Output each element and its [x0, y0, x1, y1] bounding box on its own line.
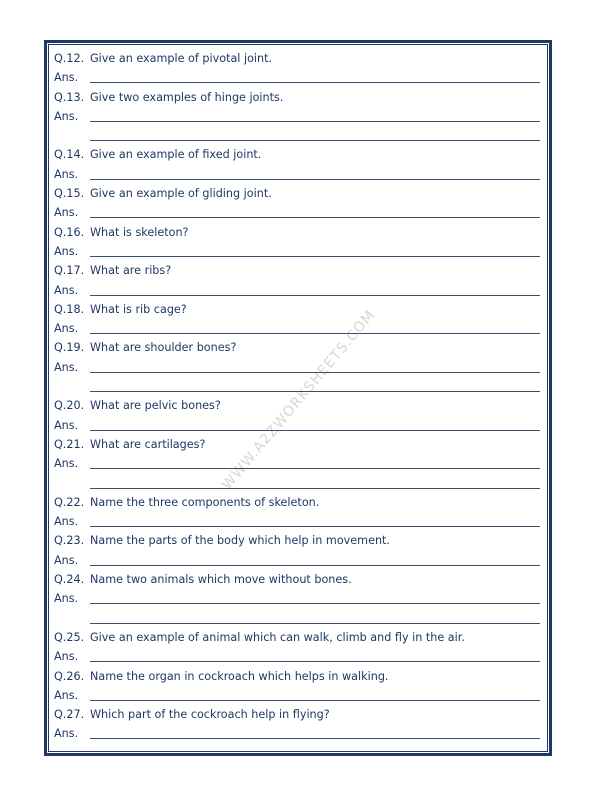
answer-rule[interactable] — [90, 372, 540, 373]
question-number: Q.18. — [54, 302, 85, 316]
answer-line — [54, 165, 540, 184]
question-number: Q.26. — [54, 669, 85, 683]
answer-rule[interactable] — [90, 82, 540, 83]
question-text: What is rib cage? — [90, 302, 187, 316]
question-text: Give two examples of hinge joints. — [90, 90, 284, 104]
answer-line — [54, 377, 540, 396]
answer-rule[interactable] — [90, 526, 540, 527]
answer-rule[interactable] — [90, 623, 540, 624]
question-number: Q.27. — [54, 708, 85, 722]
answer-line — [54, 647, 540, 666]
question-number: Q.17. — [54, 264, 85, 278]
answer-rule[interactable] — [90, 468, 540, 469]
question-text: Give an example of fixed joint. — [90, 148, 262, 162]
question-block — [54, 261, 540, 300]
question-list — [54, 49, 540, 744]
question-block — [54, 628, 540, 667]
answer-label: Ans. — [54, 322, 79, 336]
answer-rule[interactable] — [90, 256, 540, 257]
answer-rule[interactable] — [90, 700, 540, 701]
question-block — [54, 338, 540, 396]
question-block — [54, 145, 540, 184]
question-number: Q.19. — [54, 341, 85, 355]
question-block — [54, 667, 540, 706]
answer-line — [54, 358, 540, 377]
answer-line — [54, 281, 540, 300]
answer-label: Ans. — [54, 650, 79, 664]
question-block — [54, 184, 540, 223]
question-line — [54, 531, 540, 550]
answer-rule[interactable] — [90, 333, 540, 334]
answer-line — [54, 512, 540, 531]
answer-line — [54, 107, 540, 126]
answer-label: Ans. — [54, 71, 79, 85]
question-block — [54, 49, 540, 88]
answer-rule[interactable] — [90, 565, 540, 566]
question-line — [54, 184, 540, 203]
answer-line — [54, 68, 540, 87]
answer-line — [54, 126, 540, 145]
question-text: What are cartilages? — [90, 437, 206, 451]
answer-rule[interactable] — [90, 603, 540, 604]
answer-rule[interactable] — [90, 140, 540, 141]
question-number: Q.22. — [54, 495, 85, 509]
answer-line — [54, 454, 540, 473]
question-block — [54, 88, 540, 146]
question-number: Q.14. — [54, 148, 85, 162]
answer-line — [54, 686, 540, 705]
answer-label: Ans. — [54, 167, 79, 181]
question-number: Q.20. — [54, 399, 85, 413]
question-text: Which part of the cockroach help in flying? — [90, 708, 330, 722]
answer-line — [54, 416, 540, 435]
question-line — [54, 223, 540, 242]
answer-line — [54, 319, 540, 338]
watermark: WWW.A2ZWORKSHEETS.COM — [219, 307, 379, 493]
question-block — [54, 705, 540, 744]
question-line — [54, 628, 540, 647]
answer-line — [54, 724, 540, 743]
answer-line — [54, 242, 540, 261]
answer-rule[interactable] — [90, 661, 540, 662]
question-number: Q.13. — [54, 90, 85, 104]
answer-label: Ans. — [54, 283, 79, 297]
question-line — [54, 705, 540, 724]
answer-label: Ans. — [54, 418, 79, 432]
question-text: Name the organ in cockroach which helps in walking. — [90, 669, 389, 683]
answer-label: Ans. — [54, 688, 79, 702]
question-number: Q.24. — [54, 573, 85, 587]
question-text: What are pelvic bones? — [90, 399, 221, 413]
question-line — [54, 570, 540, 589]
question-line — [54, 338, 540, 357]
question-block — [54, 300, 540, 339]
question-text: Give an example of pivotal joint. — [90, 52, 273, 65]
answer-line — [54, 609, 540, 628]
question-number: Q.15. — [54, 187, 85, 201]
question-number: Q.16. — [54, 225, 85, 239]
question-block — [54, 435, 540, 493]
answer-label: Ans. — [54, 515, 79, 529]
question-text: Name two animals which move without bones. — [90, 573, 352, 587]
answer-rule[interactable] — [90, 295, 540, 296]
answer-rule[interactable] — [90, 391, 540, 392]
answer-label: Ans. — [54, 727, 79, 741]
answer-rule[interactable] — [90, 488, 540, 489]
answer-label: Ans. — [54, 206, 79, 220]
question-line — [54, 49, 540, 68]
question-block — [54, 531, 540, 570]
answer-rule[interactable] — [90, 430, 540, 431]
question-line — [54, 396, 540, 415]
answer-label: Ans. — [54, 457, 79, 471]
answer-rule[interactable] — [90, 179, 540, 180]
question-line — [54, 435, 540, 454]
question-line — [54, 145, 540, 164]
answer-line — [54, 589, 540, 608]
answer-label: Ans. — [54, 553, 79, 567]
answer-rule[interactable] — [90, 121, 540, 122]
answer-line — [54, 551, 540, 570]
answer-label: Ans. — [54, 360, 79, 374]
question-text: Give an example of animal which can walk, climb and fly in the air. — [90, 630, 465, 644]
answer-label: Ans. — [54, 592, 79, 606]
question-line — [54, 493, 540, 512]
answer-label: Ans. — [54, 244, 79, 258]
question-text: What are ribs? — [90, 264, 172, 278]
answer-line — [54, 203, 540, 222]
question-line — [54, 667, 540, 686]
question-block — [54, 396, 540, 435]
question-line — [54, 300, 540, 319]
question-block — [54, 223, 540, 262]
question-text: Name the parts of the body which help in movement. — [90, 534, 390, 548]
question-text: Name the three components of skeleton. — [90, 495, 320, 509]
question-number: Q.23. — [54, 534, 85, 548]
question-number: Q.21. — [54, 437, 85, 451]
question-block — [54, 493, 540, 532]
question-line — [54, 88, 540, 107]
question-text: What are shoulder bones? — [90, 341, 237, 355]
question-number: Q.25. — [54, 630, 85, 644]
question-text: Give an example of gliding joint. — [90, 187, 272, 201]
answer-label: Ans. — [54, 109, 79, 123]
question-number: Q.12. — [54, 52, 85, 65]
question-block — [54, 570, 540, 628]
question-line — [54, 261, 540, 280]
answer-line — [54, 474, 540, 493]
question-text: What is skeleton? — [90, 225, 189, 239]
answer-rule[interactable] — [90, 738, 540, 739]
answer-rule[interactable] — [90, 217, 540, 218]
